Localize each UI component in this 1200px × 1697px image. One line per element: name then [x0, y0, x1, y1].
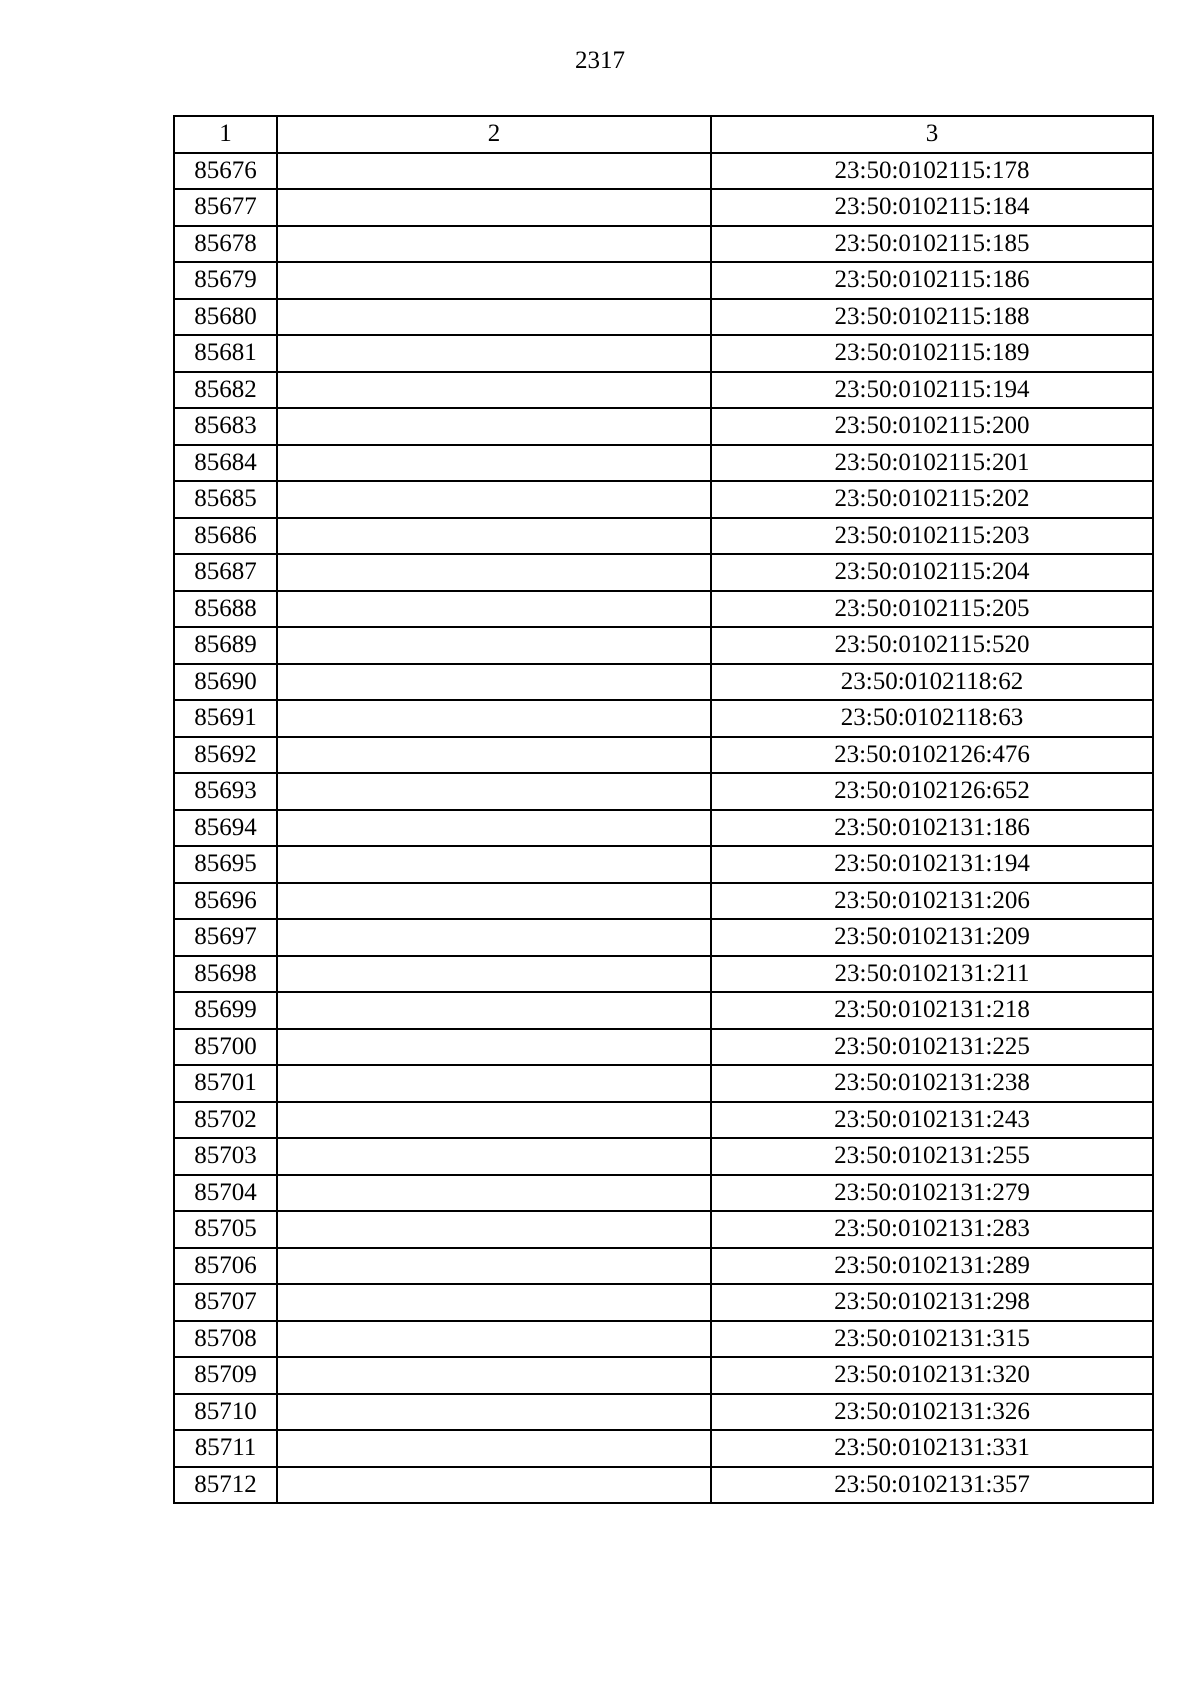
row-empty-cell: [277, 189, 711, 226]
table-row: [174, 627, 1153, 664]
cadastral-number-cell: 23:50:0102115:185: [711, 226, 1153, 263]
row-number-cell: 85689: [174, 627, 277, 664]
row-empty-cell: [277, 153, 711, 190]
row-number-cell: 85681: [174, 335, 277, 372]
table-header-row: [174, 116, 1153, 153]
table-row: [174, 518, 1153, 555]
row-number-cell: 85685: [174, 481, 277, 518]
row-number-cell: 85693: [174, 773, 277, 810]
table-body: [174, 153, 1153, 1504]
row-number-cell: 85683: [174, 408, 277, 445]
table-row: [174, 664, 1153, 701]
row-number-cell: 85692: [174, 737, 277, 774]
row-empty-cell: [277, 1321, 711, 1358]
row-number-cell: 85700: [174, 1029, 277, 1066]
cadastral-number-cell: 23:50:0102115:178: [711, 153, 1153, 190]
cadastral-number-cell: 23:50:0102115:204: [711, 554, 1153, 591]
row-empty-cell: [277, 481, 711, 518]
row-empty-cell: [277, 1467, 711, 1504]
table-row: [174, 810, 1153, 847]
row-number-cell: 85697: [174, 919, 277, 956]
table-row: [174, 554, 1153, 591]
row-empty-cell: [277, 262, 711, 299]
cadastral-number-cell: 23:50:0102126:476: [711, 737, 1153, 774]
table-row: [174, 700, 1153, 737]
table-row: [174, 1467, 1153, 1504]
table-row: [174, 481, 1153, 518]
row-empty-cell: [277, 518, 711, 555]
table-row: [174, 189, 1153, 226]
cadastral-number-cell: 23:50:0102115:189: [711, 335, 1153, 372]
row-number-cell: 85686: [174, 518, 277, 555]
row-number-cell: 85680: [174, 299, 277, 336]
table-row: [174, 1430, 1153, 1467]
table-row: [174, 992, 1153, 1029]
header-col-2: 2: [277, 116, 711, 153]
row-empty-cell: [277, 846, 711, 883]
table-row: [174, 1102, 1153, 1139]
row-empty-cell: [277, 335, 711, 372]
table-row: [174, 262, 1153, 299]
row-empty-cell: [277, 919, 711, 956]
row-empty-cell: [277, 1175, 711, 1212]
row-empty-cell: [277, 554, 711, 591]
table-row: [174, 1357, 1153, 1394]
row-number-cell: 85704: [174, 1175, 277, 1212]
row-empty-cell: [277, 445, 711, 482]
registry-table: [173, 115, 1154, 1504]
cadastral-number-cell: 23:50:0102115:186: [711, 262, 1153, 299]
row-empty-cell: [277, 1284, 711, 1321]
table-row: [174, 1394, 1153, 1431]
row-empty-cell: [277, 226, 711, 263]
cadastral-number-cell: 23:50:0102131:298: [711, 1284, 1153, 1321]
table-row: [174, 737, 1153, 774]
cadastral-number-cell: 23:50:0102131:218: [711, 992, 1153, 1029]
table-row: [174, 335, 1153, 372]
row-empty-cell: [277, 1394, 711, 1431]
row-empty-cell: [277, 773, 711, 810]
row-empty-cell: [277, 372, 711, 409]
row-number-cell: 85678: [174, 226, 277, 263]
row-number-cell: 85677: [174, 189, 277, 226]
cadastral-number-cell: 23:50:0102115:194: [711, 372, 1153, 409]
cadastral-number-cell: 23:50:0102131:225: [711, 1029, 1153, 1066]
row-number-cell: 85707: [174, 1284, 277, 1321]
row-number-cell: 85710: [174, 1394, 277, 1431]
row-empty-cell: [277, 408, 711, 445]
cadastral-number-cell: 23:50:0102131:331: [711, 1430, 1153, 1467]
row-empty-cell: [277, 992, 711, 1029]
table-row: [174, 372, 1153, 409]
cadastral-number-cell: 23:50:0102131:326: [711, 1394, 1153, 1431]
row-number-cell: 85682: [174, 372, 277, 409]
table-row: [174, 846, 1153, 883]
cadastral-number-cell: 23:50:0102131:357: [711, 1467, 1153, 1504]
row-empty-cell: [277, 1211, 711, 1248]
row-number-cell: 85696: [174, 883, 277, 920]
row-empty-cell: [277, 737, 711, 774]
row-number-cell: 85712: [174, 1467, 277, 1504]
header-col-1: 1: [174, 116, 277, 153]
cadastral-number-cell: 23:50:0102115:520: [711, 627, 1153, 664]
cadastral-number-cell: 23:50:0102131:243: [711, 1102, 1153, 1139]
row-empty-cell: [277, 1357, 711, 1394]
table-row: [174, 1138, 1153, 1175]
row-number-cell: 85676: [174, 153, 277, 190]
row-number-cell: 85709: [174, 1357, 277, 1394]
cadastral-number-cell: 23:50:0102131:238: [711, 1065, 1153, 1102]
row-number-cell: 85698: [174, 956, 277, 993]
table-row: [174, 919, 1153, 956]
cadastral-number-cell: 23:50:0102115:203: [711, 518, 1153, 555]
cadastral-number-cell: 23:50:0102131:211: [711, 956, 1153, 993]
table-row: [174, 1321, 1153, 1358]
row-empty-cell: [277, 299, 711, 336]
table-row: [174, 1211, 1153, 1248]
row-empty-cell: [277, 1065, 711, 1102]
row-number-cell: 85699: [174, 992, 277, 1029]
row-number-cell: 85703: [174, 1138, 277, 1175]
row-number-cell: 85695: [174, 846, 277, 883]
row-number-cell: 85711: [174, 1430, 277, 1467]
cadastral-number-cell: 23:50:0102115:184: [711, 189, 1153, 226]
cadastral-number-cell: 23:50:0102115:200: [711, 408, 1153, 445]
header-col-3: 3: [711, 116, 1153, 153]
table-row: [174, 956, 1153, 993]
cadastral-number-cell: 23:50:0102115:202: [711, 481, 1153, 518]
row-number-cell: 85694: [174, 810, 277, 847]
cadastral-number-cell: 23:50:0102131:186: [711, 810, 1153, 847]
cadastral-number-cell: 23:50:0102131:279: [711, 1175, 1153, 1212]
table-row: [174, 773, 1153, 810]
row-empty-cell: [277, 700, 711, 737]
cadastral-number-cell: 23:50:0102131:283: [711, 1211, 1153, 1248]
cadastral-number-cell: 23:50:0102118:62: [711, 664, 1153, 701]
row-empty-cell: [277, 1248, 711, 1285]
page-number: 2317: [575, 47, 625, 74]
row-number-cell: 85691: [174, 700, 277, 737]
row-number-cell: 85679: [174, 262, 277, 299]
table-row: [174, 1029, 1153, 1066]
table-row: [174, 445, 1153, 482]
cadastral-number-cell: 23:50:0102131:255: [711, 1138, 1153, 1175]
cadastral-number-cell: 23:50:0102131:194: [711, 846, 1153, 883]
cadastral-number-cell: 23:50:0102115:205: [711, 591, 1153, 628]
table-row: [174, 1248, 1153, 1285]
table-row: [174, 153, 1153, 190]
row-empty-cell: [277, 591, 711, 628]
cadastral-number-cell: 23:50:0102118:63: [711, 700, 1153, 737]
row-empty-cell: [277, 1102, 711, 1139]
cadastral-number-cell: 23:50:0102131:320: [711, 1357, 1153, 1394]
row-number-cell: 85690: [174, 664, 277, 701]
cadastral-number-cell: 23:50:0102131:209: [711, 919, 1153, 956]
table-row: [174, 408, 1153, 445]
cadastral-number-cell: 23:50:0102131:289: [711, 1248, 1153, 1285]
row-empty-cell: [277, 1029, 711, 1066]
row-empty-cell: [277, 664, 711, 701]
table-row: [174, 1065, 1153, 1102]
row-empty-cell: [277, 1138, 711, 1175]
cadastral-number-cell: 23:50:0102131:206: [711, 883, 1153, 920]
row-empty-cell: [277, 956, 711, 993]
row-number-cell: 85702: [174, 1102, 277, 1139]
cadastral-number-cell: 23:50:0102126:652: [711, 773, 1153, 810]
row-empty-cell: [277, 883, 711, 920]
cadastral-number-cell: 23:50:0102115:188: [711, 299, 1153, 336]
row-number-cell: 85684: [174, 445, 277, 482]
row-empty-cell: [277, 1430, 711, 1467]
table-row: [174, 1175, 1153, 1212]
table-row: [174, 883, 1153, 920]
row-number-cell: 85701: [174, 1065, 277, 1102]
table-row: [174, 591, 1153, 628]
table-row: [174, 226, 1153, 263]
table-row: [174, 1284, 1153, 1321]
cadastral-number-cell: 23:50:0102131:315: [711, 1321, 1153, 1358]
row-number-cell: 85708: [174, 1321, 277, 1358]
cadastral-number-cell: 23:50:0102115:201: [711, 445, 1153, 482]
row-empty-cell: [277, 627, 711, 664]
row-empty-cell: [277, 810, 711, 847]
table-row: [174, 299, 1153, 336]
row-number-cell: 85688: [174, 591, 277, 628]
row-number-cell: 85706: [174, 1248, 277, 1285]
row-number-cell: 85705: [174, 1211, 277, 1248]
row-number-cell: 85687: [174, 554, 277, 591]
